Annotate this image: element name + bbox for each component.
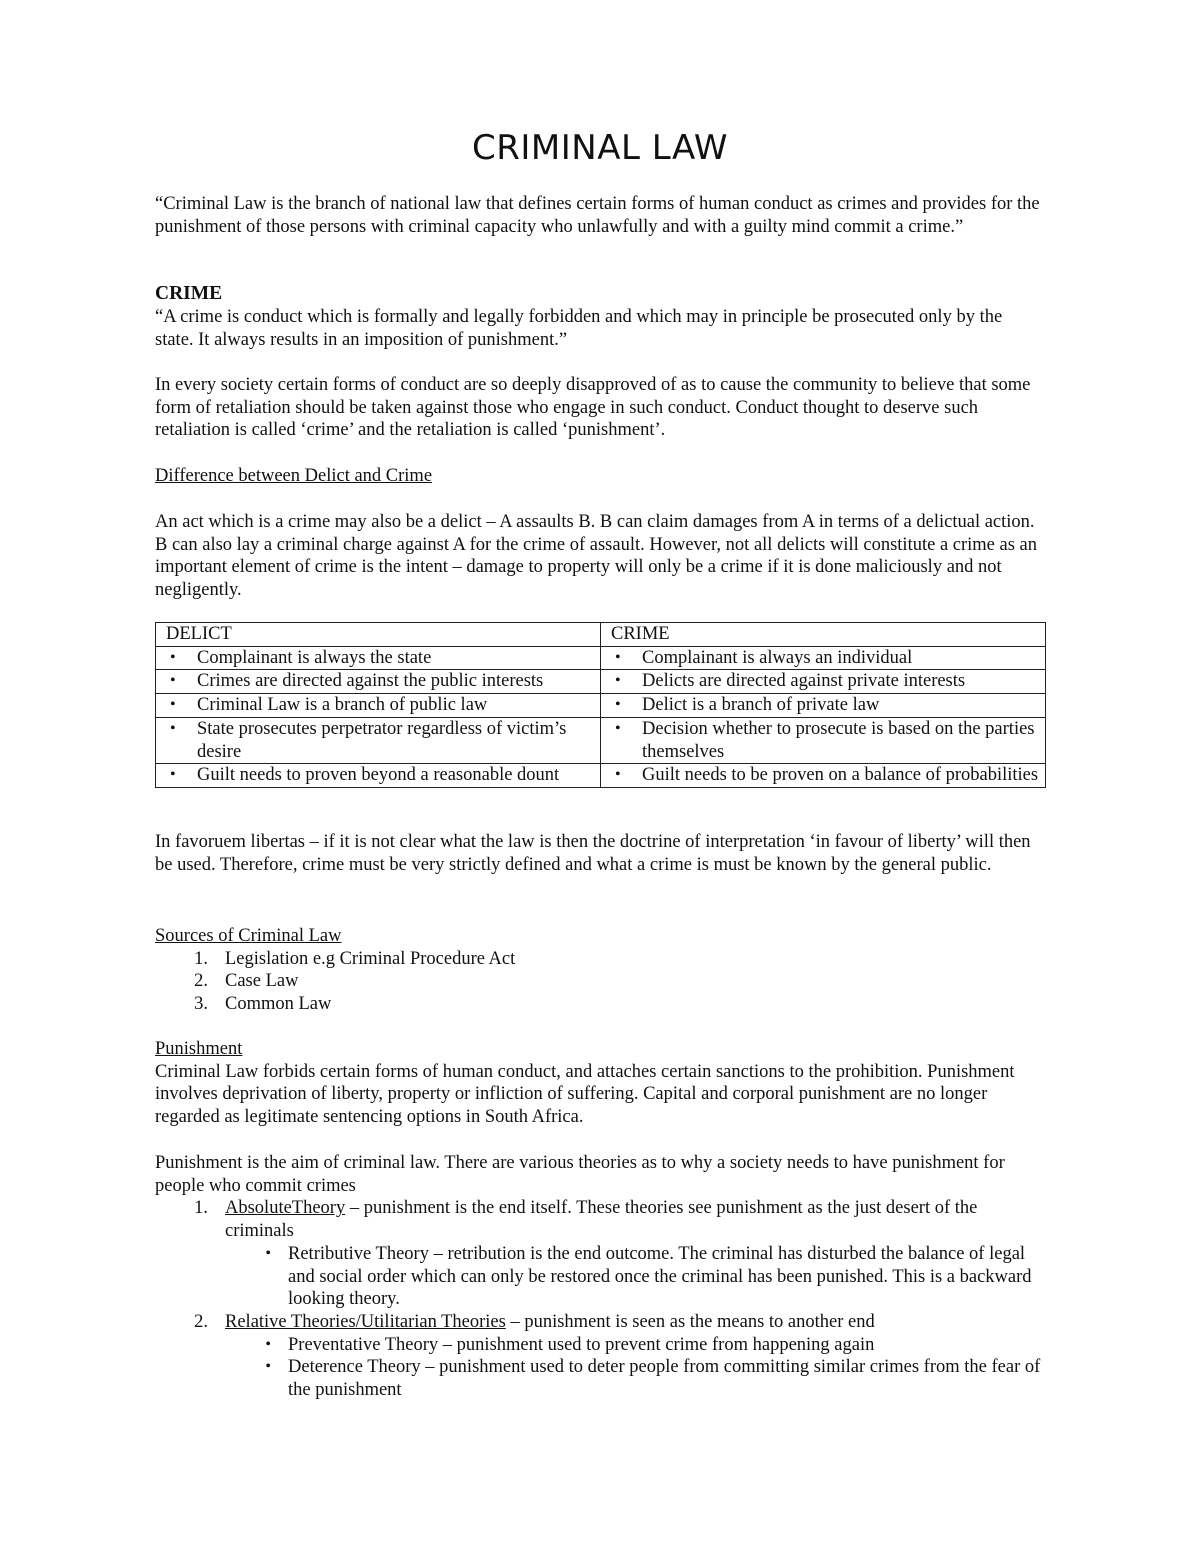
theories-section [155, 1152, 1045, 1402]
cell-text: Guilt needs to proven beyond a reasonable dount [197, 765, 560, 786]
sources-section [155, 925, 1045, 1016]
cell-text: State prosecutes perpetrator regardless of victim’s desire [197, 718, 567, 762]
table-header-delict: DELICT [156, 623, 601, 647]
list-item [155, 1197, 1045, 1242]
theories-list-continued [155, 1311, 1045, 1334]
list-text: Legislation e.g Criminal Procedure Act [225, 948, 516, 969]
bullet-icon: • [170, 648, 176, 666]
bullet-icon: • [265, 1244, 271, 1262]
difference-heading: Difference between Delict and Crime [155, 466, 433, 486]
list-number: 2. [194, 1311, 208, 1332]
crime-definition: “A crime is conduct which is formally and legally forbidden and which may in principle be prosecuted only by the state. It always results in an imposition of punishment.” [155, 307, 1003, 350]
list-text: Retributive Theory – retribution is the end outcome. The criminal has disturbed the balance of legal and social order which can only be restored once the criminal has been punished. This is a backward looking theory. [288, 1243, 1032, 1310]
theory-sublist [155, 1334, 1045, 1402]
bullet-icon: • [615, 672, 621, 690]
bullet-icon: • [265, 1358, 271, 1376]
sources-list [155, 948, 1045, 1016]
theory-description: – punishment is the end itself. These theories see punishment as the just desert of the criminals [225, 1198, 978, 1242]
cell-text: Criminal Law is a branch of public law [197, 695, 488, 716]
list-number: 3. [194, 994, 208, 1015]
list-number: 1. [194, 948, 208, 969]
table-cell [601, 670, 1046, 694]
bullet-icon: • [265, 1335, 271, 1353]
table-cell [601, 646, 1046, 670]
table-row [156, 717, 1046, 763]
bullet-icon: • [170, 672, 176, 690]
intro-quote: “Criminal Law is the branch of national law that defines certain forms of human conduct as crimes and provides for the punishment of those persons with criminal capacity who unlawfully and with a guilty mind commit a crime.” [155, 194, 1040, 237]
table-cell [601, 694, 1046, 718]
list-number: 1. [194, 1198, 208, 1219]
bullet-icon: • [615, 648, 621, 666]
society-paragraph: In every society certain forms of conduct are so deeply disapproved of as to cause the community to believe that some form of retaliation should be taken against those who engage in such conduct. Conduct thought to deserve such retaliation is called ‘crime’ and the retaliation is called ‘punishment’. [155, 375, 1031, 441]
cell-text: Decision whether to prosecute is based on the parties themselves [642, 718, 1035, 762]
table-cell [156, 670, 601, 694]
list-item [155, 970, 1045, 993]
punishment-section [155, 1038, 1045, 1129]
crime-heading: CRIME [155, 283, 223, 304]
table-row [156, 764, 1046, 788]
table-row [156, 670, 1046, 694]
table-cell [156, 764, 601, 788]
table-cell [156, 646, 601, 670]
list-text: Case Law [225, 971, 299, 992]
cell-text: Complainant is always an individual [642, 647, 913, 668]
table-header-row [156, 623, 1046, 647]
theories-list [155, 1197, 1045, 1242]
theory-name: AbsoluteTheory [225, 1198, 346, 1219]
difference-paragraph: An act which is a crime may also be a delict – A assaults B. B can claim damages from A in terms of a delictual action. B can also lay a criminal charge against A for the crime of assault. However, not all delicts will constitute a crime as an important element of crime is the intent – damage to property will only be a crime if it is done maliciously and not negligently. [155, 512, 1038, 601]
list-item [155, 948, 1045, 971]
list-item [155, 1356, 1045, 1401]
table-cell [156, 717, 601, 763]
table-row [156, 694, 1046, 718]
cell-text: Guilt needs to be proven on a balance of probabilities [642, 765, 1039, 786]
list-item [155, 1311, 1045, 1334]
theory-description: – punishment is seen as the means to another end [505, 1311, 875, 1332]
list-number: 2. [194, 971, 208, 992]
list-item [155, 993, 1045, 1016]
punishment-paragraph: Criminal Law forbids certain forms of human conduct, and attaches certain sanctions to the prohibition. Punishment involves deprivation of liberty, property or infliction of suffering. Capital and corporal punishment are no longer regarded as legitimate sentencing options in South Africa. [155, 1061, 1015, 1128]
list-item [155, 1334, 1045, 1357]
punishment-heading: Punishment [155, 1039, 243, 1059]
bullet-icon: • [615, 719, 621, 737]
bullet-icon: • [615, 696, 621, 714]
cell-text: Delicts are directed against private interests [642, 671, 966, 692]
page-title: CRIMINAL LAW [472, 128, 728, 168]
table-cell [156, 694, 601, 718]
cell-text: Crimes are directed against the public interests [197, 671, 544, 692]
favorem-paragraph: In favoruem libertas – if it is not clear what the law is then the doctrine of interpretation ‘in favour of liberty’ will then be used. Therefore, crime must be very strictly defined and what a crime is must be known by the general public. [155, 832, 1031, 875]
bullet-icon: • [170, 719, 176, 737]
list-item [155, 1243, 1045, 1311]
bullet-icon: • [170, 766, 176, 784]
list-text: Common Law [225, 994, 332, 1015]
cell-text: Complainant is always the state [197, 647, 432, 668]
theory-sublist [155, 1243, 1045, 1311]
table-header-crime: CRIME [601, 623, 1046, 647]
list-text: Preventative Theory – punishment used to prevent crime from happening again [288, 1334, 875, 1355]
bullet-icon: • [170, 696, 176, 714]
sources-heading: Sources of Criminal Law [155, 926, 342, 946]
theories-intro: Punishment is the aim of criminal law. There are various theories as to why a society needs to have punishment for people who commit crimes [155, 1153, 1005, 1196]
bullet-icon: • [615, 766, 621, 784]
table-cell [601, 764, 1046, 788]
cell-text: Delict is a branch of private law [642, 695, 880, 716]
theory-name: Relative Theories/Utilitarian Theories [225, 1311, 506, 1332]
comparison-table [155, 622, 1046, 788]
list-text: Deterence Theory – punishment used to deter people from committing similar crimes from the fear of the punishment [288, 1357, 1041, 1401]
table-row [156, 646, 1046, 670]
table-cell [601, 717, 1046, 763]
